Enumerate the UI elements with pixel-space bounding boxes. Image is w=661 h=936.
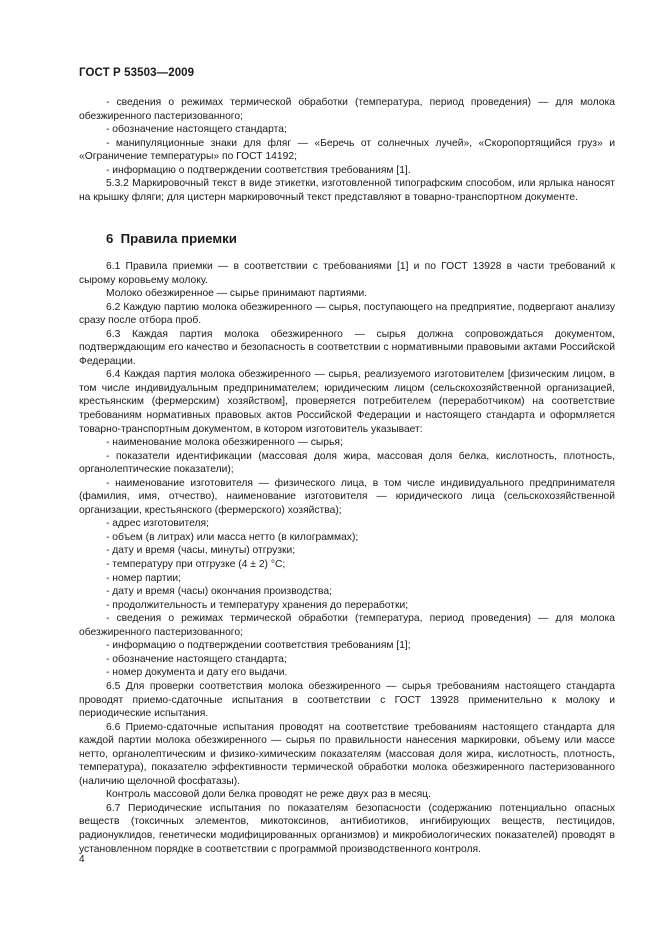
list-item: - наименование изготовителя — физического лица, в том числе индивидуального предпринимателя (фамилия, имя, отчество), наименование изготовителя — юридического лица (сельскохозяйственной организации, крестьянского (фермерского) хозяйства); [79, 477, 615, 516]
list-item: - информацию о подтверждении соответствия требованиям [1]; [106, 640, 411, 652]
list-item: - показатели идентификации (массовая доля жира, массовая доля белка, кислотность, плотность, органолептические показатели); [79, 450, 615, 476]
paragraph: 6.6 Приемо-сдаточные испытания проводят на соответствие требованиям настоящего стандарта для каждой партии молока обезжиренного — сырья по правильности нанесения маркировки, объему или массе нетто, органолептическим и физико-химическим показателям (массовая доля жира, кислотность, плотность, температура), показателю эффективности термической обработки молока обезжиренного пастеризованного (наличию щелочной фосфатазы). [79, 721, 615, 787]
list-item: - манипуляционные знаки для фляг — «Беречь от солнечных лучей», «Скоропортящийся груз» и «Ограничение температуры» по ГОСТ 14192; [79, 137, 615, 163]
list-item: - сведения о режимах термической обработки (температура, период проведения) — для молока обезжиренного пастеризованного; [79, 613, 615, 638]
list-item: - температуру при отгрузке (4 ± 2) °С; [106, 559, 286, 571]
list-item: - обозначение настоящего стандарта; [106, 653, 287, 665]
paragraph: 6.5 Для проверки соответствия молока обезжиренного — сырья требованиям настоящего стандарта проводят приемо-сдаточные испытания в соответствии с ГОСТ 13928 применительно к молоку и периодические испытания. [79, 680, 615, 720]
list-item: - номер партии; [106, 572, 181, 584]
list-item: - наименование молока обезжиренного — сырья; [106, 437, 343, 449]
list-item: - дату и время (часы) окончания производства; [106, 586, 332, 598]
list-item: - адрес изготовителя; [106, 518, 209, 530]
list-item: - обозначение настоящего стандарта; [106, 124, 287, 136]
paragraph: 5.3.2 Маркировочный текст в виде этикетки, изготовленной типографским способом, или ярлыка наносят на крышку фляги; для цистерн маркировочный текст представляют в товарно-транспортном документе. [79, 178, 615, 203]
paragraph: 6.2 Каждую партию молока обезжиренного — сырья, поступающего на предприятие, подвергают анализу сразу после отбора проб. [79, 301, 615, 327]
paragraph: 6.7 Периодические испытания по показателям безопасности (содержанию потенциально опасных веществ (токсичных элементов, микотоксинов, антибиотиков, ингибирующих веществ, пестицидов, радионуклидов, генетически модифицированных организмов) и микробиологических показателей) проводят в установленном порядке в соответствии с программой производственного контроля. [79, 802, 615, 855]
paragraph: 6.4 Каждая партия молока обезжиренного — сырья, реализуемого изготовителем [физическим лицом, в том числе индивидуальным предпринимателем; юридическим лицом (сельскохозяйственной организацией, крестьянским (фермерским) хозяйством], проверяется потребителем (переработчиком) на соответствие требованиям нормативных правовых актов Российской Федерации и настоящего стандарта и оформляется товарно-транспортным документом, в котором изготовитель указывает: [79, 369, 615, 435]
paragraph: 6.1 Правила приемки — в соответствии с требованиями [1] и по ГОСТ 13928 в части требований к сырому коровьему молоку. [79, 261, 615, 286]
document-header: ГОСТ Р 53503—2009 [79, 67, 195, 79]
section-number: 6 [106, 231, 114, 246]
list-item: - продолжительность и температуру хранения до переработки; [106, 599, 409, 611]
section-title [79, 231, 615, 246]
list-item: - информацию о подтверждении соответствия требованиям [1]. [106, 164, 411, 176]
page-number: 4 [79, 854, 85, 865]
section-body [79, 260, 615, 856]
list-item: - номер документа и дату его выдачи. [106, 667, 288, 679]
section-heading: Правила приемки [120, 231, 237, 246]
list-item: - сведения о режимах термической обработки (температура, период проведения) — для молока обезжиренного пастеризованного; [79, 97, 615, 122]
top-text-block [79, 96, 615, 204]
paragraph: Контроль массовой доли белка проводят не реже двух раз в месяц. [106, 789, 431, 801]
list-item: - дату и время (часы, минуты) отгрузки; [106, 545, 296, 557]
list-item: - объем (в литрах) или масса нетто (в килограммах); [106, 531, 359, 543]
paragraph: 6.3 Каждая партия молока обезжиренного — сырья должна сопровождаться документом, подтверждающим его качество и безопасность в соответствии с нормативными правовыми актами Российской Федерации. [79, 328, 615, 367]
paragraph: Молоко обезжиренное — сырье принимают партиями. [106, 288, 368, 300]
